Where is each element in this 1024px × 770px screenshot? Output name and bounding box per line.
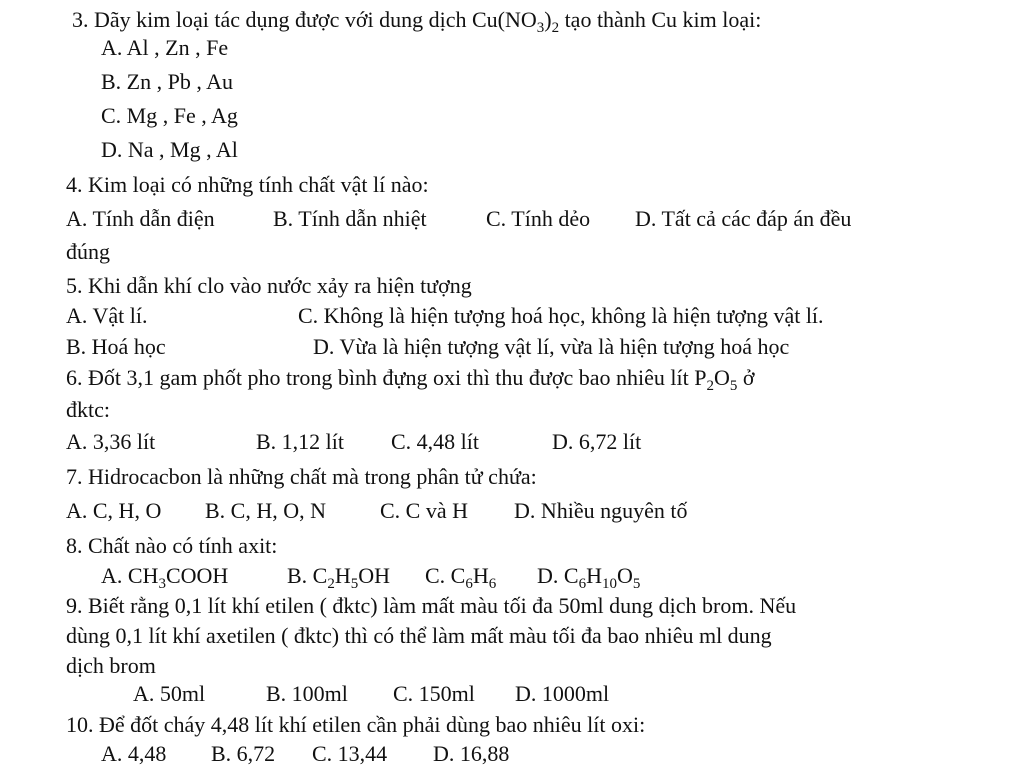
q3-stem: 3. Dãy kim loại tác dụng được với dung dịch $Cu(NO_3)_2$ tạo thành Cu kim loại:	[72, 7, 762, 36]
q6-stem-continued: đktc:	[66, 397, 110, 422]
q9-option-a: A. 50ml	[133, 681, 206, 706]
q6-option-a: A. 3,36 lít	[66, 429, 156, 454]
q7-stem: 7. Hidrocacbon là những chất mà trong phân tử chứa:	[66, 464, 537, 489]
q4-option-d-continued: đúng	[66, 239, 110, 264]
q3-option-a: A. Al , Zn , Fe	[101, 35, 229, 60]
q7-option-c: C. C và H	[380, 498, 468, 523]
q4-stem: 4. Kim loại có những tính chất vật lí nào:	[66, 172, 429, 197]
q10-option-b: B. 6,72	[211, 741, 276, 766]
q6-option-b: B. 1,12 lít	[256, 429, 345, 454]
q4-option-b: B. Tính dẫn nhiệt	[273, 206, 427, 231]
q8-option-a: A. $CH_3COOH$	[101, 563, 229, 592]
q10-option-d: D. 16,88	[433, 741, 510, 766]
q5-option-c: C. Không là hiện tượng hoá học, không là hiện tượng vật lí.	[298, 303, 824, 328]
q9-option-c: C. 150ml	[393, 681, 475, 706]
q8-option-d: D. $C_6H_{10}O_5$	[537, 563, 641, 592]
q3-option-d: D. Na , Mg , Al	[101, 137, 238, 162]
q5-stem: 5. Khi dẫn khí clo vào nước xảy ra hiện tượng	[66, 273, 472, 298]
q4-option-c: C. Tính dẻo	[486, 206, 591, 231]
q4-option-a: A. Tính dẫn điện	[66, 206, 215, 231]
q7-option-a: A. C, H, O	[66, 498, 162, 523]
q7-option-d: D. Nhiều nguyên tố	[514, 498, 688, 523]
q6-stem: 6. Đốt 3,1 gam phốt pho trong bình đựng oxi thì thu được bao nhiêu lít $P_2O_5$ ở	[66, 365, 755, 394]
q9-option-b: B. 100ml	[266, 681, 348, 706]
q5-option-d: D. Vừa là hiện tượng vật lí, vừa là hiện tượng hoá học	[313, 334, 790, 359]
q8-option-b: B. $C_2H_5OH$	[287, 563, 391, 592]
q6-option-c: C. 4,48 lít	[391, 429, 480, 454]
q6-option-d: D. 6,72 lít	[552, 429, 642, 454]
q8-option-c: C. $C_6H_6$	[425, 563, 497, 592]
q9-option-d: D. 1000ml	[515, 681, 610, 706]
q8-stem: 8. Chất nào có tính axit:	[66, 533, 278, 558]
q3-option-c: C. Mg , Fe , Ag	[101, 103, 238, 128]
q10-option-c: C. 13,44	[312, 741, 388, 766]
q5-option-b: B. Hoá học	[66, 334, 166, 359]
q10-stem: 10. Để đốt cháy 4,48 lít khí etilen cần phải dùng bao nhiêu lít oxi:	[66, 712, 646, 737]
q9-stem-line-1: 9. Biết rằng 0,1 lít khí etilen ( đktc) làm mất màu tối đa 50ml dung dịch brom. Nếu	[66, 593, 797, 618]
q4-option-d: D. Tất cả các đáp án đều	[635, 206, 852, 231]
q7-option-b: B. C, H, O, N	[205, 498, 327, 523]
q5-option-a: A. Vật lí.	[66, 303, 148, 328]
q9-stem-line-2: dùng 0,1 lít khí axetilen ( đktc) thì có thể làm mất màu tối đa bao nhiêu ml dung	[66, 623, 772, 648]
q10-option-a: A. 4,48	[101, 741, 167, 766]
q9-stem-line-3: dịch brom	[66, 653, 156, 678]
q3-option-b: B. Zn , Pb , Au	[101, 69, 234, 94]
